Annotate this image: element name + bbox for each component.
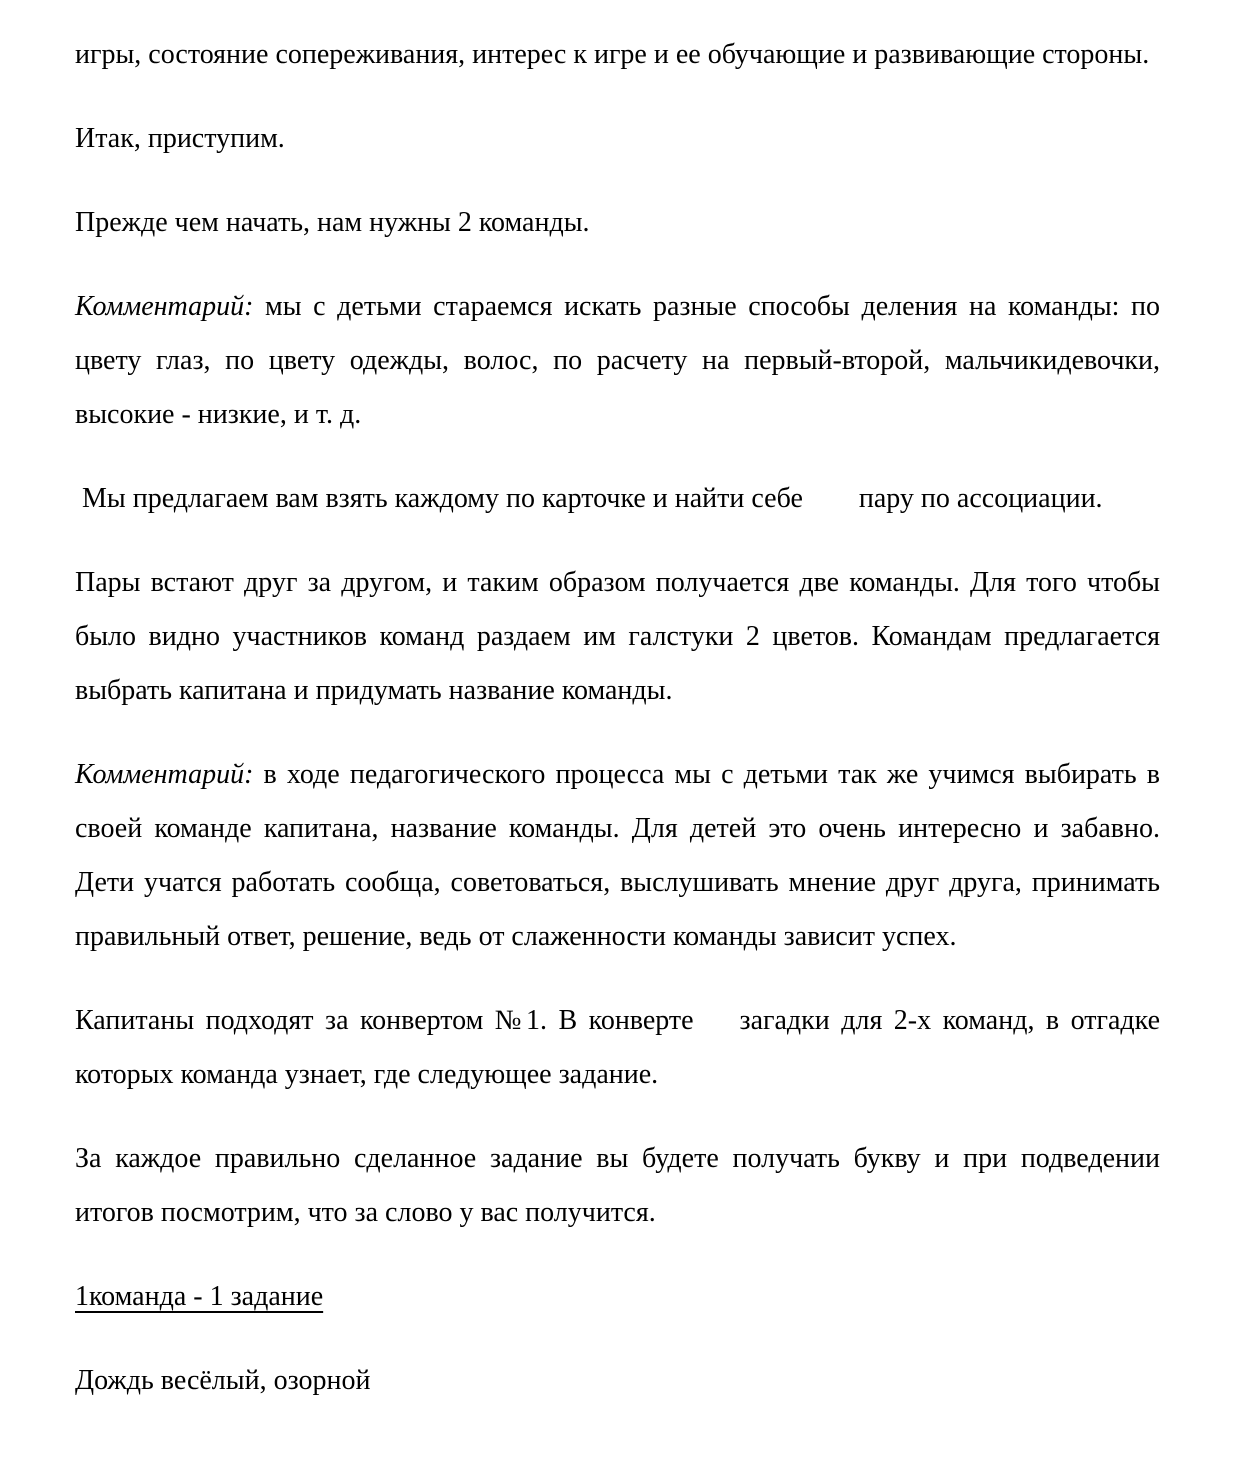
comment-paragraph-team-division (75, 280, 1160, 442)
body-paragraph-continuation: игры, состояние сопереживания, интерес к игре и ее обучающие и развивающие стороны. (75, 39, 1150, 70)
body-paragraph-letters-reward: За каждое правильно сделанное задание вы будете получать букву и при подведении итогов посмотрим, что за слово у вас получится. (75, 1143, 1160, 1228)
comment-text: мы с детьми стараемся искать разные способы деления на команды: по цвету глаз, по цвету одежды, волос, по расчету на первый-второй, мальчикидевочки, высокие - низкие, и т. д. (75, 291, 1161, 430)
comment-text: в ходе педагогического процесса мы с детьми так же учимся выбирать в своей команде капитана, название команды. Для детей это очень интересно и забавно. Дети учатся работать сообща, советоваться, выслушивать мнение друг друга, принимать правильный ответ, решение, ведь от слаженности команды зависит успех. (75, 759, 1160, 952)
comment-label: Комментарий: (75, 759, 254, 790)
body-paragraph-cards-pairs: Мы предлагаем вам взять каждому по карточке и найти себе пару по ассоциации. (75, 483, 1103, 514)
riddle-line-rain: Дождь весёлый, озорной (75, 1365, 371, 1396)
comment-label: Комментарий: (75, 291, 254, 322)
task-heading-team1-task1: 1команда - 1 задание (75, 1281, 324, 1312)
body-paragraph-two-teams: Прежде чем начать, нам нужны 2 команды. (75, 207, 590, 238)
body-paragraph-envelope: Капитаны подходят за конвертом №1. В конверте загадки для 2-х команд, в отгадке которых команда узнает, где следующее задание. (75, 1005, 1160, 1090)
body-paragraph-pairs-form-teams: Пары встают друг за другом, и таким образом получается две команды. Для того чтобы было видно участников команд раздаем им галстуки 2 цветов. Командам предлагается выбрать капитана и придумать название команды. (75, 567, 1160, 706)
comment-paragraph-captain-choice (75, 748, 1160, 964)
body-paragraph-lets-begin: Итак, приступим. (75, 123, 285, 154)
